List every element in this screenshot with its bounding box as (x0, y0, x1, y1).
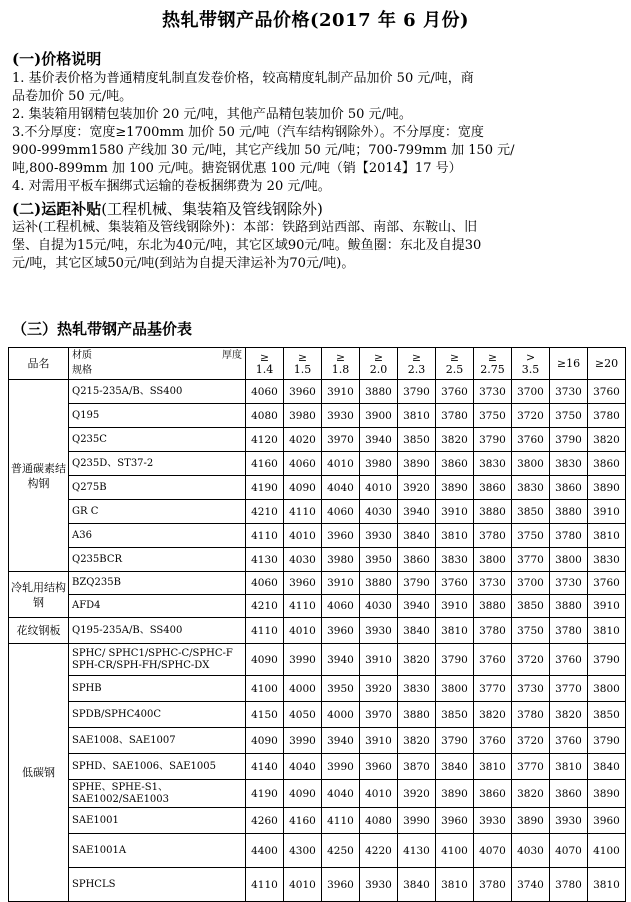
section-freight-title: (二)运距补贴 (12, 200, 102, 218)
material-spec: Q235C (69, 428, 246, 452)
price-cell: 4070 (474, 834, 512, 868)
price-cell: 3940 (322, 644, 360, 676)
price-cell: 4210 (246, 595, 284, 618)
price-cell: 3830 (512, 476, 550, 500)
price-cell: 3890 (398, 452, 436, 476)
price-cell: 4030 (512, 834, 550, 868)
price-cell: 4060 (246, 380, 284, 404)
price-cell: 3840 (436, 754, 474, 780)
price-cell: 3820 (436, 428, 474, 452)
price-cell: 4070 (550, 834, 588, 868)
price-cell: 3760 (512, 428, 550, 452)
table-row (9, 728, 626, 754)
price-cell: 3720 (512, 644, 550, 676)
price-cell: 3890 (436, 476, 474, 500)
price-cell: 4090 (246, 728, 284, 754)
material-spec: A36 (69, 524, 246, 548)
price-cell: 3810 (436, 618, 474, 644)
price-cell: 3860 (474, 780, 512, 808)
table-row (9, 452, 626, 476)
price-cell: 4090 (246, 644, 284, 676)
price-cell: 4030 (284, 548, 322, 572)
price-cell: 3930 (360, 618, 398, 644)
table-row (9, 595, 626, 618)
price-cell: 3910 (436, 595, 474, 618)
price-cell: 3960 (360, 754, 398, 780)
material-spec: Q195-235A/B、SS400 (69, 618, 246, 644)
price-cell: 3880 (474, 500, 512, 524)
price-cell: 3920 (398, 780, 436, 808)
price-cell: 3940 (322, 728, 360, 754)
price-cell: 3780 (588, 404, 626, 428)
price-cell: 3880 (360, 572, 398, 595)
header-thickness-part: ≥20 (594, 356, 619, 370)
table-row (9, 548, 626, 572)
price-cell: 3860 (398, 548, 436, 572)
price-cell: 3790 (588, 728, 626, 754)
price-cell: 3940 (360, 428, 398, 452)
product-category: 冷轧用结构钢 (9, 572, 69, 618)
header-thickness-part: 3.5 (521, 362, 540, 376)
price-cell: 3830 (398, 676, 436, 702)
price-cell: 3870 (398, 754, 436, 780)
price-cell: 3850 (588, 702, 626, 728)
price-cell: 3810 (436, 868, 474, 902)
price-cell: 3960 (322, 618, 360, 644)
price-cell: 4090 (284, 476, 322, 500)
price-cell: 4110 (246, 868, 284, 902)
header-thickness-col (360, 348, 398, 380)
price-cell: 3840 (398, 618, 436, 644)
price-cell: 3790 (436, 728, 474, 754)
price-cell: 3830 (588, 548, 626, 572)
price-cell: 3930 (322, 404, 360, 428)
price-cell: 4040 (322, 780, 360, 808)
header-thickness-part: 2.5 (445, 362, 464, 376)
price-cell: 3860 (550, 780, 588, 808)
price-cell: 3940 (398, 595, 436, 618)
material-spec: GR C (69, 500, 246, 524)
header-spec-cell (69, 348, 246, 380)
price-cell: 3750 (512, 524, 550, 548)
price-cell: 3910 (360, 728, 398, 754)
price-cell: 3780 (436, 404, 474, 428)
section-price-notes (12, 70, 624, 196)
price-cell: 4130 (246, 548, 284, 572)
price-cell: 3820 (588, 428, 626, 452)
price-cell: 4190 (246, 780, 284, 808)
note-line: 吨,800-899mm 加 100 元/吨。搪瓷钢优惠 100 元/吨（销【2014】17 号） (12, 161, 462, 176)
header-thickness-col (322, 348, 360, 380)
price-cell: 4100 (436, 834, 474, 868)
section-freight (12, 219, 624, 273)
freight-line: 元/吨，其它区域50元/吨(到站为自提天津运补为70元/吨)。 (12, 256, 355, 271)
note-line: 3.不分厚度：宽度≥1700mm 加价 50 元/吨（汽车结构钢除外）。不分厚度：宽度 (12, 125, 484, 140)
price-cell: 3880 (474, 595, 512, 618)
price-cell: 4150 (246, 702, 284, 728)
price-cell: 3760 (550, 728, 588, 754)
freight-line: 运补(工程机械、集装箱及管线钢除外)：本部：铁路到站西部、南部、东鞍山、旧 (12, 220, 478, 235)
price-cell: 4020 (284, 428, 322, 452)
price-cell: 3990 (284, 644, 322, 676)
price-cell: 3820 (512, 780, 550, 808)
price-cell: 3950 (360, 548, 398, 572)
price-cell: 3790 (588, 644, 626, 676)
header-thickness-part: 1.4 (255, 362, 274, 376)
price-cell: 3760 (474, 644, 512, 676)
header-thickness-part: ≥ (297, 350, 308, 364)
price-cell: 4030 (360, 595, 398, 618)
table-row (9, 676, 626, 702)
material-spec: Q275B (69, 476, 246, 500)
table-row (9, 868, 626, 902)
price-cell: 3830 (550, 452, 588, 476)
price-cell: 3930 (360, 868, 398, 902)
table-row (9, 524, 626, 548)
price-cell: 3990 (284, 728, 322, 754)
price-cell: 4160 (284, 808, 322, 834)
price-cell: 3890 (512, 808, 550, 834)
price-cell: 3840 (398, 868, 436, 902)
price-cell: 4060 (284, 452, 322, 476)
price-cell: 3820 (398, 728, 436, 754)
price-cell: 3960 (322, 524, 360, 548)
price-cell: 3890 (588, 476, 626, 500)
price-cell: 3930 (474, 808, 512, 834)
header-thickness: 厚度 (222, 350, 242, 361)
price-cell: 4260 (246, 808, 284, 834)
price-cell: 3790 (398, 380, 436, 404)
note-line: 品卷加价 50 元/吨。 (12, 89, 133, 104)
price-cell: 3820 (398, 644, 436, 676)
header-thickness-col (436, 348, 474, 380)
price-cell: 3830 (474, 452, 512, 476)
price-cell: 3850 (512, 595, 550, 618)
price-cell: 3850 (398, 428, 436, 452)
header-thickness-part: ≥16 (556, 356, 581, 370)
price-cell: 3880 (360, 380, 398, 404)
price-cell: 3910 (360, 644, 398, 676)
price-cell: 3780 (550, 524, 588, 548)
price-cell: 4080 (360, 808, 398, 834)
price-cell: 3810 (588, 618, 626, 644)
price-cell: 4140 (246, 754, 284, 780)
header-thickness-part: ≥ (411, 350, 422, 364)
price-cell: 3700 (512, 572, 550, 595)
header-thickness-part: 1.8 (331, 362, 350, 376)
price-cell: 3800 (474, 548, 512, 572)
table-row (9, 618, 626, 644)
price-cell: 3750 (474, 404, 512, 428)
price-cell: 3880 (550, 500, 588, 524)
price-cell: 3960 (436, 808, 474, 834)
price-cell: 3810 (436, 524, 474, 548)
header-thickness-part: 2.3 (407, 362, 426, 376)
table-row (9, 572, 626, 595)
material-spec: Q195 (69, 404, 246, 428)
table-row (9, 834, 626, 868)
price-cell: 4130 (398, 834, 436, 868)
table-row (9, 500, 626, 524)
price-cell: 3820 (550, 702, 588, 728)
price-cell: 3970 (360, 702, 398, 728)
price-cell: 3930 (360, 524, 398, 548)
price-cell: 3760 (436, 380, 474, 404)
header-thickness-part: 2.0 (369, 362, 388, 376)
price-cell: 3760 (588, 572, 626, 595)
price-table-body (9, 348, 626, 902)
material-spec: Q235BCR (69, 548, 246, 572)
table-row (9, 754, 626, 780)
price-cell: 4100 (588, 834, 626, 868)
price-cell: 3740 (512, 868, 550, 902)
price-cell: 3990 (398, 808, 436, 834)
product-category: 花纹钢板 (9, 618, 69, 644)
price-cell: 3830 (436, 548, 474, 572)
material-spec: SAE1001 (69, 808, 246, 834)
price-cell: 3760 (474, 728, 512, 754)
material-spec: SPHE、SPHE-S1、SAE1002/SAE1003 (69, 780, 246, 808)
price-cell: 3730 (550, 572, 588, 595)
material-spec: SPDB/SPHC400C (69, 702, 246, 728)
header-thickness-col (512, 348, 550, 380)
price-cell: 3790 (474, 428, 512, 452)
price-cell: 4010 (322, 452, 360, 476)
section-price-notes-heading: (一)价格说明 (12, 50, 102, 68)
price-cell: 3730 (550, 380, 588, 404)
price-cell: 3910 (588, 595, 626, 618)
note-line: 2. 集装箱用钢精包装加价 20 元/吨，其他产品精包装加价 50 元/吨。 (12, 107, 412, 122)
header-thickness-part: > (525, 350, 536, 364)
price-cell: 3810 (588, 868, 626, 902)
header-thickness-col (474, 348, 512, 380)
material-spec: SPHCLS (69, 868, 246, 902)
header-thickness-part: 2.75 (480, 362, 505, 376)
price-cell: 3930 (550, 808, 588, 834)
material-spec: Q215-235A/B、SS400 (69, 380, 246, 404)
price-cell: 4010 (360, 476, 398, 500)
price-cell: 4010 (284, 868, 322, 902)
price-cell: 3860 (436, 452, 474, 476)
table-row (9, 808, 626, 834)
price-cell: 3960 (284, 380, 322, 404)
price-cell: 4300 (284, 834, 322, 868)
price-cell: 3770 (512, 548, 550, 572)
price-cell: 3960 (588, 808, 626, 834)
section-price-table-heading: （三）热轧带钢产品基价表 (12, 320, 193, 338)
table-row (9, 644, 626, 676)
price-cell: 3770 (512, 754, 550, 780)
table-row (9, 380, 626, 404)
price-cell: 4060 (322, 595, 360, 618)
price-cell: 4000 (284, 676, 322, 702)
header-thickness-part: ≥ (449, 350, 460, 364)
price-cell: 3760 (550, 644, 588, 676)
price-cell: 3920 (360, 676, 398, 702)
price-cell: 3730 (512, 676, 550, 702)
price-cell: 4010 (360, 780, 398, 808)
price-cell: 3910 (322, 380, 360, 404)
material-spec: SPHC/ SPHC1/SPHC-C/SPHC-F SPH-CR/SPH-FH/SPHC-DX (69, 644, 246, 676)
material-spec: Q235D、ST37-2 (69, 452, 246, 476)
price-cell: 3950 (322, 676, 360, 702)
material-spec: BZQ235B (69, 572, 246, 595)
price-table (8, 347, 626, 902)
price-cell: 3720 (512, 404, 550, 428)
price-cell: 3760 (588, 380, 626, 404)
header-thickness-part: 1.5 (293, 362, 312, 376)
price-cell: 3820 (474, 702, 512, 728)
header-product-name: 品名 (9, 348, 69, 380)
price-cell: 3730 (474, 380, 512, 404)
material-spec: SPHB (69, 676, 246, 702)
table-row (9, 476, 626, 500)
price-cell: 4050 (284, 702, 322, 728)
price-cell: 3880 (398, 702, 436, 728)
material-spec: SAE1008、SAE1007 (69, 728, 246, 754)
price-cell: 4060 (322, 500, 360, 524)
price-cell: 3890 (436, 780, 474, 808)
price-cell: 4120 (246, 428, 284, 452)
price-cell: 4040 (322, 476, 360, 500)
price-cell: 3860 (474, 476, 512, 500)
price-cell: 3800 (588, 676, 626, 702)
price-cell: 3780 (550, 868, 588, 902)
note-line: 900-999mm1580 产线加 30 元/吨，其它产线加 50 元/吨；700-799mm 加 150 元/ (12, 143, 515, 158)
note-line: 1. 基价表价格为普通精度轧制直发卷价格，较高精度轧制产品加价 50 元/吨，商 (12, 71, 474, 86)
price-cell: 3810 (588, 524, 626, 548)
price-cell: 3730 (474, 572, 512, 595)
price-cell: 3980 (360, 452, 398, 476)
header-thickness-col (588, 348, 626, 380)
product-category: 普通碳素结构钢 (9, 380, 69, 572)
price-cell: 3770 (550, 676, 588, 702)
header-thickness-col (284, 348, 322, 380)
price-cell: 3880 (550, 595, 588, 618)
price-cell: 3840 (398, 524, 436, 548)
price-cell: 3910 (588, 500, 626, 524)
price-cell: 4110 (246, 524, 284, 548)
price-cell: 3770 (474, 676, 512, 702)
price-cell: 3790 (550, 428, 588, 452)
price-cell: 4040 (284, 754, 322, 780)
price-cell: 3780 (474, 868, 512, 902)
price-cell: 3700 (512, 380, 550, 404)
price-cell: 3860 (550, 476, 588, 500)
price-cell: 4160 (246, 452, 284, 476)
price-cell: 4400 (246, 834, 284, 868)
section-freight-note: (工程机械、集装箱及管线钢除外) (101, 200, 323, 218)
table-row (9, 780, 626, 808)
header-thickness-part: ≥ (373, 350, 384, 364)
table-row (9, 428, 626, 452)
material-spec: AFD4 (69, 595, 246, 618)
price-cell: 3970 (322, 428, 360, 452)
header-thickness-col (550, 348, 588, 380)
price-cell: 4110 (284, 500, 322, 524)
price-cell: 4030 (360, 500, 398, 524)
header-material: 材质 (72, 350, 92, 361)
price-cell: 4250 (322, 834, 360, 868)
price-cell: 3790 (398, 572, 436, 595)
price-cell: 4090 (284, 780, 322, 808)
price-cell: 4210 (246, 500, 284, 524)
price-cell: 3810 (474, 754, 512, 780)
price-cell: 4110 (246, 618, 284, 644)
price-cell: 3910 (436, 500, 474, 524)
freight-line: 堡、自提为15元/吨，东北为40元/吨，其它区域90元/吨。鲅鱼圈：东北及自提30 (12, 238, 482, 253)
price-cell: 3800 (436, 676, 474, 702)
price-cell: 3850 (512, 500, 550, 524)
material-spec: SPHD、SAE1006、SAE1005 (69, 754, 246, 780)
price-cell: 3900 (360, 404, 398, 428)
product-category: 低碳钢 (9, 644, 69, 902)
header-thickness-col (398, 348, 436, 380)
price-cell: 4110 (284, 595, 322, 618)
price-cell: 4220 (360, 834, 398, 868)
price-cell: 3890 (588, 780, 626, 808)
price-cell: 4110 (322, 808, 360, 834)
price-cell: 3960 (322, 868, 360, 902)
section-freight-heading (12, 198, 323, 219)
price-cell: 3910 (322, 572, 360, 595)
price-cell: 4080 (246, 404, 284, 428)
price-cell: 3980 (322, 548, 360, 572)
price-cell: 3790 (436, 644, 474, 676)
table-row (9, 702, 626, 728)
price-cell: 4010 (284, 524, 322, 548)
price-cell: 4060 (246, 572, 284, 595)
material-spec: SAE1001A (69, 834, 246, 868)
header-spec: 规格 (72, 365, 92, 376)
price-cell: 3750 (512, 618, 550, 644)
price-cell: 3990 (322, 754, 360, 780)
price-cell: 3780 (550, 618, 588, 644)
table-row (9, 404, 626, 428)
price-cell: 4100 (246, 676, 284, 702)
document-title: 热轧带钢产品价格(2017 年 6 月份) (162, 10, 469, 31)
header-thickness-part: ≥ (487, 350, 498, 364)
price-cell: 3850 (436, 702, 474, 728)
header-thickness-part: ≥ (259, 350, 270, 364)
price-cell: 3840 (588, 754, 626, 780)
price-cell: 3920 (398, 476, 436, 500)
price-cell: 4190 (246, 476, 284, 500)
price-cell: 3960 (284, 572, 322, 595)
note-line: 4. 对需用平板车捆绑式运输的卷板捆绑费为 20 元/吨。 (12, 179, 331, 194)
price-cell: 3860 (588, 452, 626, 476)
price-cell: 3800 (512, 452, 550, 476)
price-cell: 3980 (284, 404, 322, 428)
header-thickness-col (246, 348, 284, 380)
price-cell: 3780 (474, 618, 512, 644)
price-cell: 3780 (512, 702, 550, 728)
price-cell: 3720 (512, 728, 550, 754)
price-cell: 3940 (398, 500, 436, 524)
header-thickness-part: ≥ (335, 350, 346, 364)
price-cell: 3810 (550, 754, 588, 780)
table-header-row (9, 348, 626, 380)
price-cell: 3800 (550, 548, 588, 572)
price-cell: 3760 (436, 572, 474, 595)
price-cell: 3810 (398, 404, 436, 428)
price-cell: 4000 (322, 702, 360, 728)
price-cell: 3750 (550, 404, 588, 428)
price-cell: 3780 (474, 524, 512, 548)
price-cell: 4010 (284, 618, 322, 644)
